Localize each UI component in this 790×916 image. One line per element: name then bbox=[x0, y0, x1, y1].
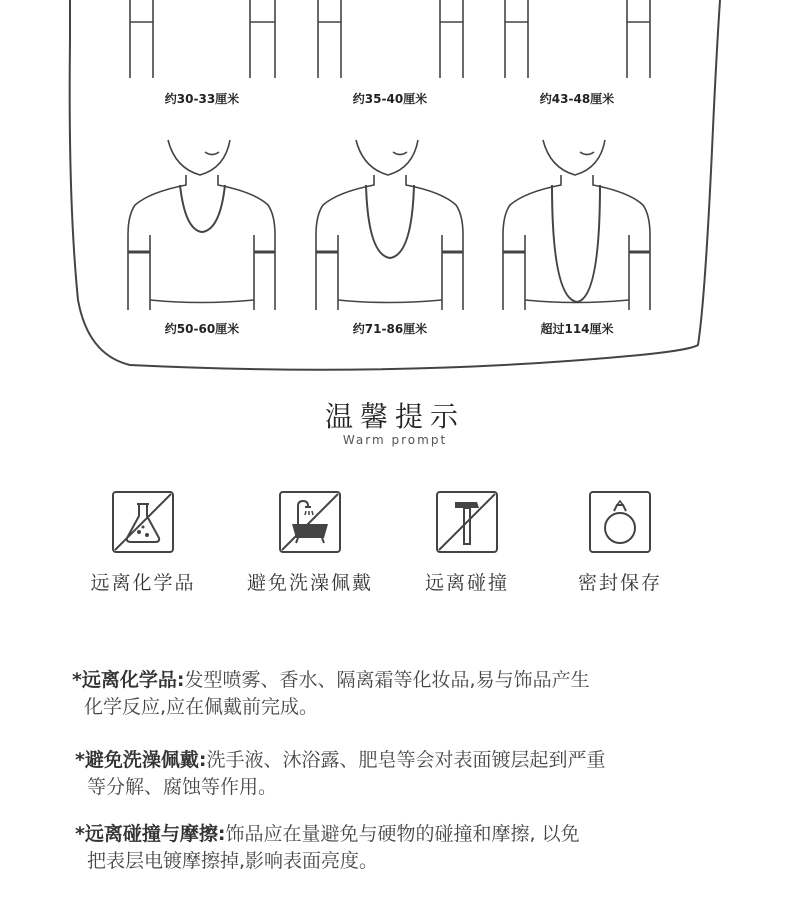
tip-storage bbox=[535, 490, 705, 595]
note-text-collision-1: 饰品应在量避免与硬物的碰撞和摩擦, 以免 bbox=[225, 823, 580, 845]
torso-figure-5 bbox=[316, 140, 463, 310]
note-bath bbox=[75, 747, 606, 801]
tip-collision bbox=[382, 490, 552, 595]
section-title: 温馨提示 bbox=[324, 400, 465, 433]
hammer-icon bbox=[435, 490, 499, 554]
size-label-6: 超过114厘米 bbox=[540, 322, 614, 336]
bath-shower-icon bbox=[278, 490, 342, 554]
size-label-2: 约35-40厘米 bbox=[352, 92, 428, 106]
torso-figure-2 bbox=[318, 0, 463, 78]
torso-figure-1 bbox=[130, 0, 275, 78]
size-label-1: 约30-33厘米 bbox=[164, 92, 240, 106]
note-text-collision-2: 把表层电镀摩擦掉,影响表面亮度。 bbox=[87, 850, 379, 872]
tip-label-bath: 避免洗澡佩戴 bbox=[246, 572, 373, 594]
note-title-chemicals: *远离化学品: bbox=[72, 669, 185, 691]
torso-figure-4 bbox=[128, 140, 275, 310]
tip-chemicals bbox=[58, 490, 228, 595]
note-chemicals bbox=[72, 667, 590, 721]
note-text-chemicals-2: 化学反应,应在佩戴前完成。 bbox=[84, 696, 319, 718]
necklace-line-6 bbox=[552, 185, 600, 302]
necklace-line-5 bbox=[366, 185, 414, 258]
tip-label-collision: 远离碰撞 bbox=[424, 572, 509, 594]
note-text-chemicals-1: 发型喷雾、香水、隔离霜等化妆品,易与饰品产生 bbox=[184, 669, 590, 691]
note-title-bath: *避免洗澡佩戴: bbox=[75, 749, 207, 771]
section-subtitle: Warm prompt bbox=[342, 433, 448, 447]
tip-label-storage: 密封保存 bbox=[577, 572, 662, 594]
torso-figure-3 bbox=[505, 0, 650, 78]
note-text-bath-2: 等分解、腐蚀等作用。 bbox=[87, 776, 278, 798]
torso-figure-6 bbox=[503, 140, 650, 310]
note-collision bbox=[75, 821, 580, 875]
chemical-flask-icon bbox=[111, 490, 175, 554]
size-label-4: 约50-60厘米 bbox=[164, 322, 240, 336]
tip-label-chemicals: 远离化学品 bbox=[90, 572, 196, 594]
size-label-5: 约71-86厘米 bbox=[352, 322, 428, 336]
note-text-bath-1: 洗手液、沐浴露、肥皂等会对表面镀层起到严重 bbox=[206, 749, 606, 771]
ring-box-icon bbox=[588, 490, 652, 554]
chart-frame-border bbox=[70, 0, 720, 370]
tip-bath bbox=[225, 490, 395, 595]
note-title-collision: *远离碰撞与摩擦: bbox=[75, 823, 226, 845]
necklace-line-4 bbox=[180, 185, 225, 232]
size-label-3: 约43-48厘米 bbox=[539, 92, 615, 106]
